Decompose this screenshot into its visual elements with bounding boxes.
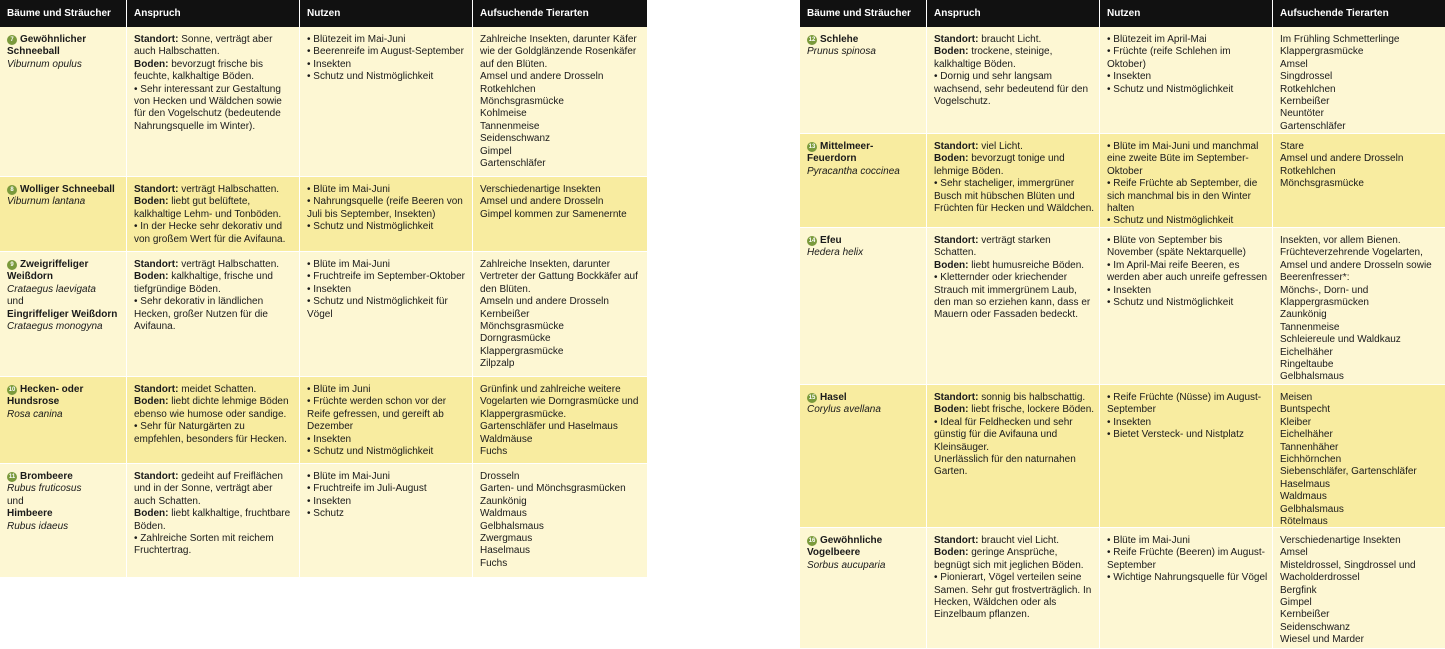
header-benefits: Nutzen (300, 0, 473, 27)
header-animals: Aufsuchende Tierarten (480, 8, 589, 19)
standort-line (934, 535, 1095, 547)
boden-line (934, 404, 1095, 416)
plant-latin-name: Corylus avellana (807, 404, 881, 416)
boden-value: liebt gut belüftete, kalkhaltige Lehm- und Tonböden. (134, 196, 282, 220)
boden-label: Boden: (934, 259, 969, 271)
standort-label: Standort: (134, 34, 179, 45)
plant-cell (0, 377, 127, 463)
requirement-bullet: • Kletternder oder kriechender Strauch mit immergrünem Laub, den man so erziehen kann, dass er Mauern oder Fassaden bedeckt. (934, 272, 1095, 322)
requirements-cell (127, 377, 300, 463)
plant-cell (800, 385, 927, 527)
benefit-bullet: • Blüte von September bis November (späte Nektarquelle) (1107, 235, 1268, 260)
benefit-bullet: • Blütezeit im April-Mai (1107, 34, 1268, 46)
requirements-cell (927, 228, 1100, 384)
standort-value: gedeiht auf Freiflächen und in der Sonne, verträgt aber auch Schatten. (134, 471, 283, 507)
standort-line (134, 34, 295, 59)
plant-cell (0, 27, 127, 176)
plant-cell (800, 134, 927, 227)
animals-cell: Verschiedenartige Insekten Amsel und andere Drosseln Gimpel kommen zur Samenernte (480, 184, 627, 220)
requirement-bullet: • Ideal für Feldhecken und sehr günstig für die Avifauna und Kleinsäuger. (934, 417, 1095, 454)
benefit-bullet: • Nahrungsquelle (reife Beeren von Juli bis September, Insekten) (307, 196, 468, 221)
standort-line (934, 141, 1095, 153)
table-row (800, 228, 1445, 385)
benefit-bullet: • Blüte im Mai-Juni (307, 471, 468, 483)
boden-line (934, 153, 1095, 178)
standort-label: Standort: (134, 259, 179, 270)
benefits-cell (1100, 134, 1273, 227)
plant-common-name (7, 384, 122, 409)
benefit-bullet: • Früchte (reife Schlehen im Oktober) (1107, 46, 1268, 71)
standort-value: braucht viel Licht. (981, 535, 1060, 546)
table-header (800, 0, 1445, 27)
standort-line (934, 392, 1095, 404)
benefits-cell (300, 464, 473, 577)
plant-cell (800, 27, 927, 133)
plant-number-badge: 7 (7, 35, 17, 45)
table-header (0, 0, 647, 27)
requirements-cell (127, 177, 300, 251)
table-row (0, 177, 647, 252)
benefit-bullet: • Insekten (1107, 417, 1268, 429)
benefit-bullet: • Schutz und Nistmöglichkeit (307, 221, 468, 233)
boden-label: Boden: (934, 153, 969, 165)
boden-value: liebt kalkhaltige, fruchtbare Böden. (134, 508, 291, 532)
plant-latin-name: Viburnum lantana (7, 196, 86, 208)
plant-number-badge: 13 (808, 144, 816, 150)
requirement-bullet: • Sehr für Naturgärten zu empfehlen, besonders für Hecken. (134, 421, 295, 446)
plant-common-name (807, 392, 922, 404)
benefit-bullet: • Reife Früchte ab September, die sich manchmal bis in den Winter halten (1107, 178, 1268, 215)
animals-cell: Meisen Buntspecht Kleiber Eichelhäher Tannenhäher Eichhörnchen Siebenschläfer, Gartenschläfer Haselmaus Waldmaus Gelbhalsmaus Rötelmaus (1280, 392, 1417, 527)
plant-latin-name: Prunus spinosa (807, 46, 876, 58)
standort-value: verträgt starken Schatten. (934, 235, 1051, 259)
boden-line (134, 196, 295, 221)
boden-line (134, 396, 295, 421)
requirements-cell (127, 27, 300, 176)
plant-cell (0, 464, 127, 577)
benefit-bullet: • Schutz und Nistmöglichkeit für Vögel (307, 296, 468, 321)
boden-label: Boden: (934, 46, 969, 58)
benefit-bullet: • Schutz und Nistmöglichkeit (1107, 84, 1268, 96)
standort-value: braucht Licht. (981, 34, 1042, 45)
benefits-cell (1100, 528, 1273, 648)
benefit-bullet: • Insekten (1107, 285, 1268, 297)
animals-cell: Stare Amsel und andere Drosseln Rotkehlchen Mönchsgrasmücke (1280, 141, 1404, 190)
boden-label: Boden: (934, 547, 969, 559)
benefit-bullet: • Blüte im Mai-Juni (1107, 535, 1268, 547)
left-table (0, 0, 647, 578)
benefit-bullet: • Insekten (1107, 71, 1268, 83)
benefit-bullet: • Früchte werden schon vor der Reife gefressen, und gereift ab Dezember (307, 396, 468, 433)
requirement-bullet: • Dornig und sehr langsam wachsend, sehr bedeutend für den Vogelschutz. (934, 71, 1095, 108)
animals-cell: Zahlreiche Insekten, darunter Käfer wie der Goldglänzende Rosenkäfer auf den Blüten. Amsel und andere Drosseln Rotkehlchen Mönchsgrasmücke Kohlmeise Tannenmeise Seidenschwanz Gimpel Gartenschläfer (480, 34, 637, 170)
plant-name-text: Hasel (820, 392, 847, 403)
plant-name-text: Schlehe (820, 34, 859, 45)
boden-value: liebt frische, lockere Böden. (971, 404, 1095, 416)
standort-label: Standort: (934, 235, 979, 246)
header-plants: Bäume und Sträucher (0, 0, 127, 27)
table-row (0, 252, 647, 377)
plant-name-text: Mittelmeer-Feuerdorn (807, 141, 874, 165)
plant-cell (800, 528, 927, 648)
benefit-bullet: • Blüte im Mai-Juni und manchmal eine zweite Büte im September-Oktober (1107, 141, 1268, 178)
plant-name-text: Himbeere (7, 508, 53, 520)
standort-label: Standort: (934, 392, 979, 403)
requirement-bullet: • Sehr interessant zur Gestaltung von Hecken und Wäldchen sowie für den Vogelschutz (bedeutende Nahrungsquelle im Winter). (134, 84, 295, 134)
plant-name-text: Gewöhnlicher Schneeball (7, 34, 87, 58)
benefit-bullet: • Blüte im Mai-Juni (307, 184, 468, 196)
boden-line (934, 547, 1095, 572)
requirements-cell (927, 528, 1100, 648)
plant-name-text: Hecken- oder Hundsrose (7, 384, 84, 408)
standort-line (934, 34, 1095, 46)
plant-common-name (807, 34, 922, 46)
plant-number-badge: 11 (8, 474, 16, 480)
table-row (800, 27, 1445, 134)
benefits-cell (1100, 27, 1273, 133)
benefit-bullet: • Blüte im Mai-Juni (307, 259, 468, 271)
plant-latin-name: Sorbus aucuparia (807, 559, 886, 571)
boden-line (934, 260, 1095, 272)
benefit-bullet: • Insekten (307, 59, 468, 71)
boden-label: Boden: (134, 396, 169, 408)
benefit-bullet: • Reife Früchte (Nüsse) im August-September (1107, 392, 1268, 417)
benefit-bullet: • Insekten (307, 496, 468, 508)
plant-join-word: und (7, 296, 24, 308)
table-row (0, 27, 647, 177)
benefit-bullet: • Fruchtreife im September-Oktober (307, 271, 468, 283)
plant-latin-name: Pyracantha coccinea (807, 165, 900, 177)
benefit-bullet: • Schutz (307, 508, 468, 520)
plant-cell (800, 228, 927, 384)
plant-name-text: Eingriffeliger Weißdorn (7, 308, 118, 320)
benefit-bullet: • Schutz und Nistmöglichkeit (1107, 215, 1268, 227)
plant-common-name (7, 508, 122, 520)
plant-name-text: Zweigriffeliger Weißdorn (7, 259, 89, 283)
boden-label: Boden: (134, 271, 169, 283)
benefit-bullet: • Reife Früchte (Beeren) im August-September (1107, 547, 1268, 572)
plant-latin-name: Hedera helix (807, 247, 864, 259)
boden-value: trockene, steinige, kalkhaltige Böden. (934, 46, 1053, 70)
benefit-bullet: • Insekten (307, 434, 468, 446)
plant-latin-name: Rubus idaeus (7, 520, 69, 532)
table-row (800, 385, 1445, 528)
benefit-bullet: • Beerenreife im August-September (307, 46, 468, 58)
plant-common-name (807, 535, 922, 560)
plant-common-name (7, 471, 122, 483)
plant-number-badge: 15 (808, 395, 816, 401)
standort-label: Standort: (934, 34, 979, 45)
plant-name-text: Wolliger Schneeball (20, 184, 115, 195)
plant-number-badge: 9 (7, 260, 17, 270)
animals-cell: Grünfink und zahlreiche weitere Vogelarten wie Dorngrasmücke und Klappergrasmücke. Gartenschläfer und Haselmaus Waldmäuse Fuchs (480, 384, 639, 458)
boden-value: kalkhaltige, frische und tiefgründige Böden. (134, 271, 273, 295)
boden-value: liebt dichte lehmige Böden ebenso wie humose oder sandige. (134, 396, 289, 420)
standort-label: Standort: (134, 384, 179, 395)
plant-number-badge: 16 (808, 538, 816, 544)
benefit-bullet: • Im April-Mai reife Beeren, es werden aber auch unreife gefressen (1107, 260, 1268, 285)
boden-label: Boden: (134, 58, 169, 70)
requirements-cell (127, 464, 300, 577)
benefit-bullet: • Wichtige Nahrungsquelle für Vögel (1107, 572, 1268, 584)
requirement-bullet: • Sehr dekorativ in ländlichen Hecken, großer Nutzen für die Avifauna. (134, 296, 295, 333)
standort-value: Sonne, verträgt aber auch Halbschatten. (134, 34, 273, 58)
table-row (0, 464, 647, 578)
plant-common-name (7, 309, 122, 321)
standort-label: Standort: (134, 471, 179, 482)
benefits-cell (300, 177, 473, 251)
plant-name-text: Efeu (820, 235, 842, 246)
animals-cell: Verschiedenartige Insekten Amsel Misteldrossel, Singdrossel und Wacholderdrossel Bergfink Gimpel Kernbeißer Seidenschwanz Wiesel und Marder (1280, 535, 1416, 646)
plant-latin-name: Viburnum opulus (7, 58, 82, 70)
benefits-cell (1100, 385, 1273, 527)
requirement-bullet: • Zahlreiche Sorten mit reichem Fruchtertrag. (134, 533, 295, 558)
standort-value: verträgt Halbschatten. (181, 184, 280, 195)
benefit-bullet: • Blütezeit im Mai-Juni (307, 34, 468, 46)
header-animals: Aufsuchende Tierarten (1280, 8, 1389, 19)
header-plants: Bäume und Sträucher (800, 0, 927, 27)
benefit-bullet: • Schutz und Nistmöglichkeit (1107, 297, 1268, 309)
standort-line (134, 259, 295, 271)
animals-cell: Im Frühling Schmetterlinge Klappergrasmücke Amsel Singdrossel Rotkehlchen Kernbeißer Neuntöter Gartenschläfer (1280, 34, 1400, 132)
plant-cell (0, 177, 127, 251)
boden-line (134, 59, 295, 84)
requirements-cell (927, 27, 1100, 133)
boden-value: bevorzugt frische bis feuchte, kalkhaltige Böden. (134, 58, 263, 83)
plant-name-text: Gewöhnliche Vogelbeere (807, 535, 883, 559)
benefit-bullet: • Schutz und Nistmöglichkeit (307, 446, 468, 458)
requirements-cell (927, 385, 1100, 527)
plant-latin-name: Rosa canina (7, 408, 63, 420)
standort-line (934, 235, 1095, 260)
standort-label: Standort: (934, 535, 979, 546)
header-requirements: Anspruch (927, 0, 1100, 27)
requirement-note: Unerlässlich für den naturnahen Garten. (934, 454, 1076, 478)
boden-line (134, 271, 295, 296)
benefits-cell (300, 27, 473, 176)
plant-latin-name: Crataegus monogyna (7, 321, 103, 333)
standort-line (134, 184, 295, 196)
plant-common-name (807, 235, 922, 247)
animals-cell: Drosseln Garten- und Mönchsgrasmücken Zaunkönig Waldmaus Gelbhalsmaus Zwergmaus Haselmaus Fuchs (480, 471, 626, 569)
table-row (0, 377, 647, 464)
benefit-bullet: • Insekten (307, 284, 468, 296)
plant-common-name (7, 259, 122, 284)
standort-value: sonnig bis halbschattig. (981, 392, 1086, 403)
benefit-bullet: • Blüte im Juni (307, 384, 468, 396)
boden-value: liebt humusreiche Böden. (971, 259, 1085, 271)
standort-label: Standort: (934, 141, 979, 152)
table-row (800, 528, 1445, 649)
standort-value: verträgt Halbschatten. (181, 259, 280, 270)
benefits-cell (1100, 228, 1273, 384)
boden-label: Boden: (134, 508, 169, 520)
plant-cell (0, 252, 127, 376)
requirements-cell (127, 252, 300, 376)
benefit-bullet: • Schutz und Nistmöglichkeit (307, 71, 468, 83)
plant-latin-name: Crataegus laevigata (7, 283, 96, 295)
header-requirements: Anspruch (127, 0, 300, 27)
standort-label: Standort: (134, 184, 179, 195)
benefit-bullet: • Bietet Versteck- und Nistplatz (1107, 429, 1268, 441)
requirement-bullet: • In der Hecke sehr dekorativ und von großem Wert für die Avifauna. (134, 221, 295, 246)
standort-line (134, 384, 295, 396)
animals-cell: Insekten, vor allem Bienen. Früchteverzehrende Vogelarten, Amsel und andere Drosseln sowie Beerenfresser*: Mönchs-, Dorn- und Klappergrasmücken Zaunkönig Tannenmeise Schleiereule und Waldkauz Eichelhäher Ringeltaube Gelbhalsmaus (1280, 235, 1432, 383)
boden-value: bevorzugt tonige und lehmige Böden. (934, 153, 1065, 177)
plant-common-name (807, 141, 922, 166)
standort-line (134, 471, 295, 508)
boden-label: Boden: (134, 196, 169, 208)
table-row (800, 134, 1445, 228)
plant-number-badge: 12 (808, 37, 816, 43)
plant-number-badge: 14 (808, 238, 816, 244)
boden-value: geringe Ansprüche, begnügt sich mit jeglichen Böden. (934, 547, 1084, 571)
plant-common-name (7, 184, 122, 196)
requirements-cell (927, 134, 1100, 227)
right-table (800, 0, 1445, 649)
boden-line (134, 508, 295, 533)
boden-label: Boden: (934, 404, 969, 416)
plant-number-badge: 10 (8, 387, 16, 393)
requirement-bullet: • Sehr stacheliger, immergrüner Busch mit hübschen Blüten und Früchten für Hecken und Wäldchen. (934, 178, 1095, 215)
plant-name-text: Brombeere (20, 471, 73, 482)
requirement-bullet: • Pionierart, Vögel verteilen seine Samen. Sehr gut frostverträglich. In Hecken, Wäldchen oder als Einzelbaum pflanzen. (934, 572, 1095, 622)
benefits-cell (300, 252, 473, 376)
plant-common-name (7, 34, 122, 59)
benefit-bullet: • Fruchtreife im Juli-August (307, 483, 468, 495)
plant-join-word: und (7, 495, 24, 507)
standort-value: meidet Schatten. (181, 384, 257, 395)
boden-line (934, 46, 1095, 71)
header-benefits: Nutzen (1100, 0, 1273, 27)
animals-cell: Zahlreiche Insekten, darunter Vertreter der Gattung Bockkäfer auf den Blüten. Amseln und andere Drosseln Kernbeißer Mönchsgrasmücke Dorngrasmücke Klappergrasmücke Zilpzalp (480, 259, 638, 370)
plant-latin-name: Rubus fruticosus (7, 483, 82, 495)
plant-number-badge: 8 (7, 185, 17, 195)
standort-value: viel Licht. (981, 141, 1023, 152)
benefits-cell (300, 377, 473, 463)
